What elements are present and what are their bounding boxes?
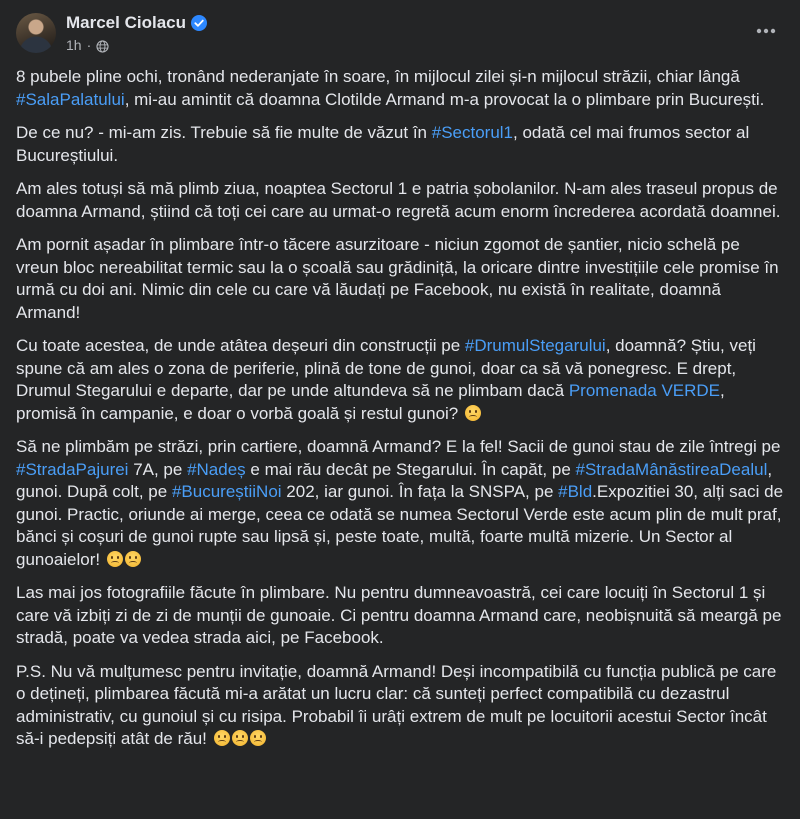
post-text: .Expozitiei 30, alți saci de gunoi. Practic, oriunde ai merge, ceea ce odată se numea Sectorul Verde este acum plin de mult praf, bănci și coșuri de gunoi rupte sau lipsă și, peste toate, multă, foarte multă mizerie. Un Sector al gunoaielor! (16, 482, 784, 569)
post-body (16, 66, 784, 751)
frowning-face-emoji (232, 730, 248, 746)
post-paragraph (16, 122, 784, 167)
post-paragraph (16, 335, 784, 425)
author-name[interactable]: Marcel Ciolacu (66, 13, 186, 32)
frowning-face-emoji (107, 551, 123, 567)
verified-badge-icon (191, 15, 207, 31)
hashtag-link[interactable]: Promenada VERDE (568, 381, 721, 400)
post-text: 202, iar gunoi. În fața la SNSPA, pe (281, 482, 559, 501)
frowning-face-emoji (250, 730, 266, 746)
more-options-button[interactable] (748, 13, 784, 49)
avatar[interactable] (16, 13, 56, 53)
post-text: Să ne plimbăm pe străzi, prin cartiere, doamnă Armand? E la fel! Sacii de gunoi stau de zile întregi pe (16, 437, 781, 456)
post-text: P.S. Nu vă mulțumesc pentru invitație, doamnă Armand! Deși incompatibilă cu funcția publică pe care o dețineți, plimbarea făcută mi-a arătat un lucru clar: că sunteți perfect compatibilă cu dezastrul administrativ, cu gunoiul și cu risipa. Probabil îi urâți extrem de mult pe locuitorii acestui Sector încât să-i pedepsiți atât de rău! (16, 661, 777, 748)
post-paragraph (16, 582, 784, 650)
post-paragraph (16, 178, 784, 223)
post-paragraph (16, 661, 784, 751)
post-timestamp[interactable]: 1h (66, 37, 82, 53)
post-text: De ce nu? - mi-am zis. Trebuie să fie multe de văzut în (16, 123, 432, 142)
post-text: Am ales totuși să mă plimb ziua, noaptea Sectorul 1 e patria șobolanilor. N-am ales traseul propus de doamna Armand, știind că toți cei care au urmat-o regretă acum enorm încrederea acordată doamnei. (16, 179, 781, 221)
post-paragraph (16, 66, 784, 111)
post-text: 7A, pe (128, 459, 188, 479)
frowning-face-emoji (214, 730, 230, 746)
more-options-icon (756, 28, 776, 34)
post-paragraph (16, 436, 784, 571)
post-text: , mi-au amintit că doamna Clotilde Armand m-a provocat la o plimbare prin București. (124, 89, 765, 109)
hashtag-link[interactable]: #StradaPajurei (16, 459, 129, 479)
hashtag-link[interactable]: #Nadeș (187, 459, 246, 479)
post-text: , doamnă? Știu, veți spune că am ales o zona de periferie, plină de tone de gunoi, doar ca să vă ponegresc. E drept, Drumul Stegarului e departe, dar pe unde altundeva să ne plimbam dacă (16, 336, 756, 400)
post-text: Cu toate acestea, de unde atâtea deșeuri din construcții pe (16, 336, 465, 355)
post-subinfo (66, 36, 207, 54)
post-text: e mai rău decât pe Stegarului. În capăt, pe (245, 459, 576, 479)
post-text: Las mai jos fotografiile făcute în plimbare. Nu pentru dumneavoastră, cei care locuiți în Sectorul 1 și care vă izbiți zi de zi de munții de gunoaie. Ci pentru doamna Armand care, neobișnuită să meargă pe stradă, poate va vedea strada aici, pe Facebook. (16, 583, 782, 647)
hashtag-link[interactable]: #DrumulStegarului (464, 336, 606, 355)
separator-dot: · (86, 37, 92, 53)
post-text: , promisă în campanie, e doar o vorbă goală și restul gunoi? (16, 381, 725, 423)
hashtag-link[interactable]: #Sectorul1 (431, 123, 514, 142)
hashtag-link[interactable]: #Bld (558, 482, 593, 501)
hashtag-link[interactable]: #BucureștiiNoi (171, 482, 282, 501)
post-meta (66, 12, 207, 54)
post-text: , gunoi. După colt, pe (16, 459, 773, 501)
post-header (16, 0, 784, 66)
hashtag-link[interactable]: #StradaMânăstireaDealul (575, 459, 768, 479)
globe-icon[interactable] (96, 39, 109, 52)
post-text: 8 pubele pline ochi, tronând nederanjate în soare, în mijlocul zilei și-n mijlocul străzii, chiar lângă (16, 67, 740, 86)
post-text: Am pornit așadar în plimbare într-o tăcere asurzitoare - niciun zgomot de șantier, nicio schelă pe vreun bloc nereabilitat termic sau la o școală sau grădiniță, la oricare dintre investițiile cele promise în urmă cu doi ani. Nimic din cele cu care vă lăudați pe Facebook, nu există în realitate, doamnă Armand! (16, 235, 779, 322)
post-text: , odată cel mai frumos sector al Bucureștiului. (16, 123, 750, 165)
post-paragraph (16, 234, 784, 324)
author-row (66, 12, 207, 34)
frowning-face-emoji (125, 551, 141, 567)
hashtag-link[interactable]: #SalaPalatului (16, 89, 125, 109)
frowning-face-emoji (465, 405, 481, 421)
